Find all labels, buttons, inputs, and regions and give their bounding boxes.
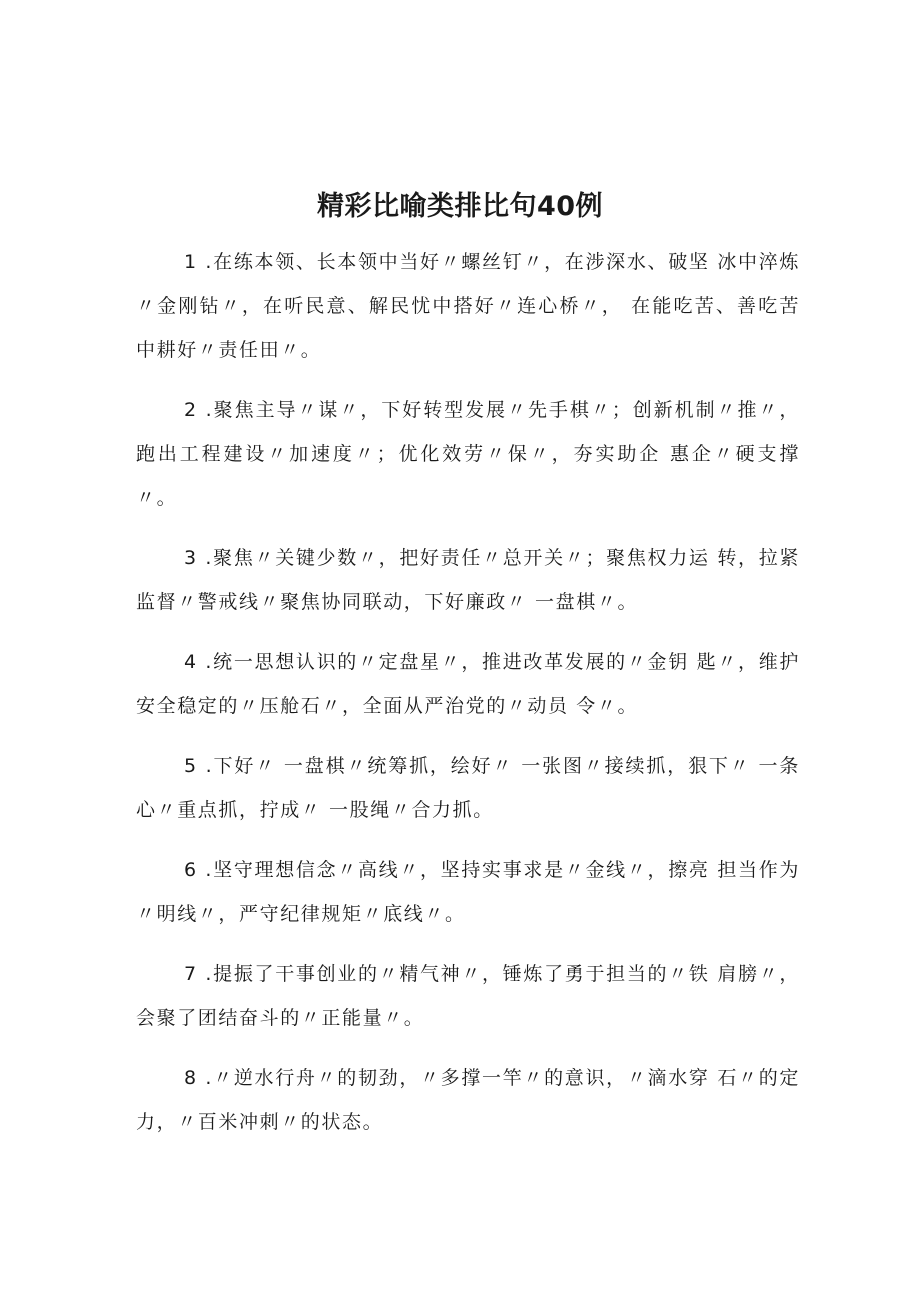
- sentence-list: [136, 240, 800, 1160]
- list-item: 1 .在练本领、长本领中当好〃螺丝钉〃，在涉深水、破坚 冰中淬炼〃金刚钻〃，在听民意、解民忧中搭好〃连心桥〃， 在能吃苦、善吃苦中耕好〃责任田〃。: [136, 251, 800, 361]
- list-item: 3 .聚焦〃关键少数〃，把好责任〃总开关〃；聚焦权力运 转，拉紧监督〃警戒线〃聚焦协同联动，下好廉政〃 一盘棋〃。: [136, 547, 800, 613]
- list-item: 8 .〃逆水行舟〃的韧劲，〃多撑一竿〃的意识，〃滴水穿 石〃的定力，〃百米冲刺〃的状态。: [136, 1067, 800, 1133]
- list-item: 7 .提振了干事创业的〃精气神〃，锤炼了勇于担当的〃铁 肩膀〃，会聚了团结奋斗的〃正能量〃。: [136, 963, 800, 1029]
- document-title: 精彩比喻类排比句40例: [316, 191, 604, 222]
- list-item: 5 .下好〃 一盘棋〃统筹抓，绘好〃 一张图〃接续抓，狠下〃 一条心〃重点抓，拧成〃 一股绳〃合力抓。: [136, 755, 800, 821]
- list-item: 4 .统一思想认识的〃定盘星〃，推进改革发展的〃金钥 匙〃，维护安全稳定的〃压舱石〃，全面从严治党的〃动员 令〃。: [136, 651, 800, 717]
- list-item: 2 .聚焦主导〃谋〃，下好转型发展〃先手棋〃；创新机制〃推〃，跑出工程建设〃加速度〃；优化效劳〃保〃，夯实助企 惠企〃硬支撑〃。: [136, 399, 800, 509]
- list-item: 6 .坚守理想信念〃高线〃，坚持实事求是〃金线〃，擦亮 担当作为〃明线〃，严守纪律规矩〃底线〃。: [136, 859, 800, 925]
